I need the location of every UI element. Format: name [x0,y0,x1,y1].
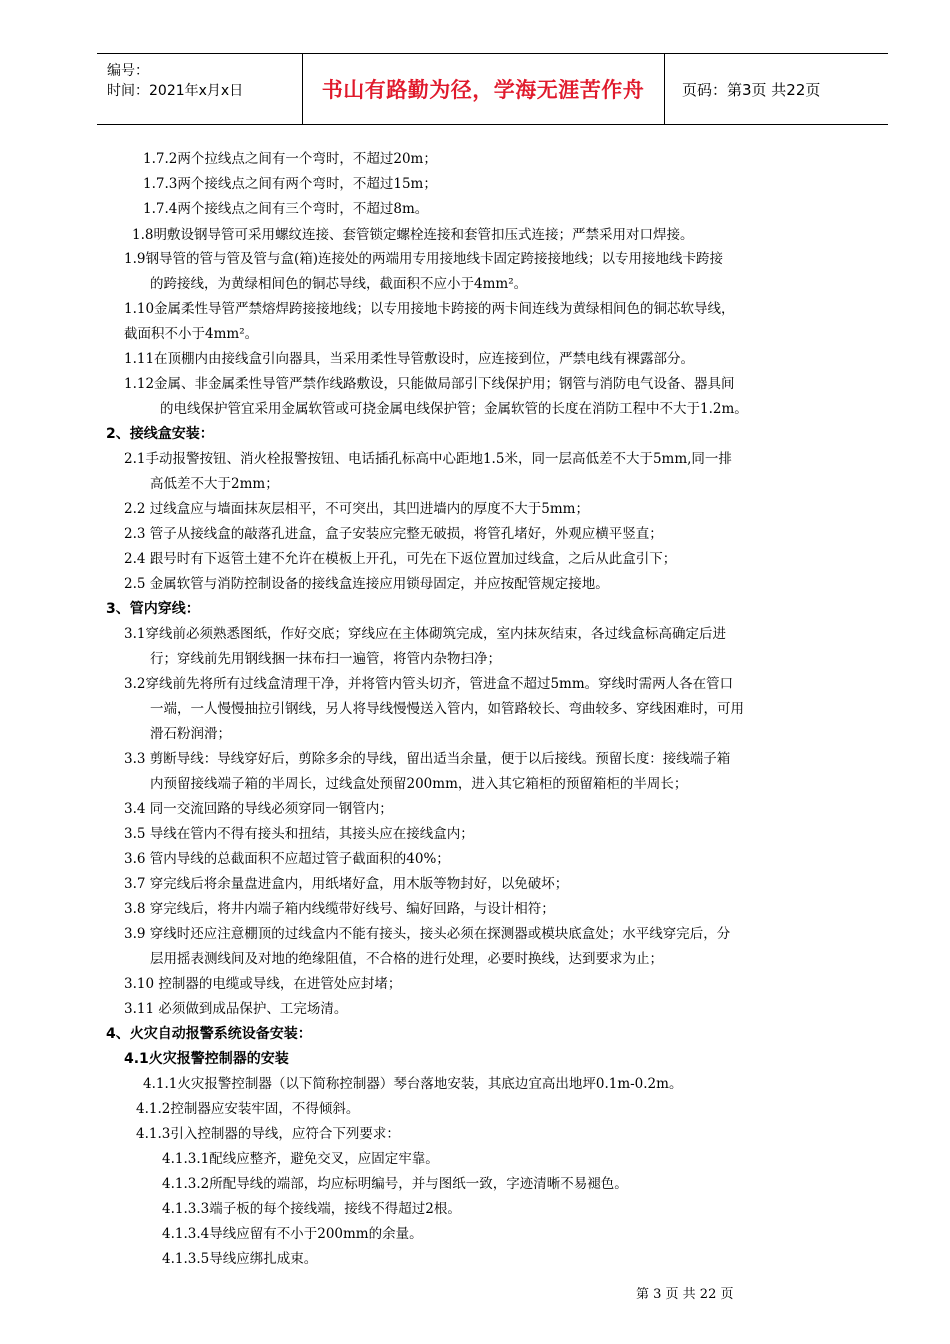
document-time-label: 时间：2021年x月x日 [107,83,244,99]
body-line: 2.3 管子从接线盒的敲落孔进盒，盒子安装应完整无破损，将管孔堵好，外观应横平竖直； [124,526,663,542]
body-line: 3.1穿线前必须熟悉图纸，作好交底；穿线应在主体砌筑完成，室内抹灰结束，各过线盒标高确定后进 [124,626,726,642]
header-divider [664,54,665,124]
body-line: 1.7.4两个接线点之间有三个弯时，不超过8m。 [143,201,429,217]
body-line: 4.1.3引入控制器的导线，应符合下列要求： [136,1126,400,1142]
body-line: 的电线保护管宜采用金属软管或可挠金属电线保护管；金属软管的长度在消防工程中不大于1.2m。 [160,401,748,417]
header-meta [107,61,243,101]
body-line: 3.2穿线前先将所有过线盒清理干净，并将管内管头切齐，管进盒不超过5mm。穿线时需两人各在管口 [124,676,734,692]
body-line: 滑石粉润滑； [150,726,231,742]
body-line: 2.4 跟号时有下返管土建不允许在模板上开孔，可先在下返位置加过线盒，之后从此盒引下； [124,551,677,567]
body-line: 3.3 剪断导线：导线穿好后，剪除多余的导线，留出适当余量，便于以后接线。预留长度：接线端子箱 [124,751,731,767]
body-line: 高低差不大于2mm； [150,476,279,492]
section-heading: 3、管内穿线： [106,601,200,617]
body-line: 4.1.3.5导线应绑扎成束。 [162,1251,318,1267]
body-line: 3.5 导线在管内不得有接头和扭结，其接头应在接线盒内； [124,826,474,842]
page-footer: 第 3 页 共 22 页 [636,1287,734,1302]
body-line: 4.1.2控制器应安装牢固，不得倾斜。 [136,1101,360,1117]
body-line: 4.1.3.3端子板的每个接线端，接线不得超过2根。 [162,1201,461,1217]
body-line: 的跨接线，为黄绿相间色的铜芯导线，截面积不应小于4mm²。 [150,276,528,292]
body-line: 3.8 穿完线后，将井内端子箱内线缆带好线号、编好回路，与设计相符； [124,901,555,917]
body-line: 2.5 金属软管与消防控制设备的接线盒连接应用锁母固定，并应按配管规定接地。 [124,576,609,592]
body-line: 1.9钢导管的管与管及管与盒(箱)连接处的两端用专用接地线卡固定跨接接地线；以专用接地线卡跨接 [124,251,724,267]
body-line: 3.7 穿完线后将余量盘进盒内，用纸堵好盒，用木版等物封好，以免破坏； [124,876,569,892]
body-line: 2.1手动报警按钮、消火栓报警按钮、电话插孔标高中心距地1.5米，同一层高低差不大于5mm,同一排 [124,451,732,467]
body-line: 一端，一人慢慢抽拉引钢线，另人将导线慢慢送入管内，如管路较长、弯曲较多、穿线困难时，可用 [150,701,744,717]
body-line: 2.2 过线盒应与墙面抹灰层相平，不可突出，其凹进墙内的厚度不大于5mm； [124,501,589,517]
body-line: 3.10 控制器的电缆或导线，在进管处应封堵； [124,976,402,992]
body-line: 1.7.2两个拉线点之间有一个弯时，不超过20m； [143,151,437,167]
body-line: 1.7.3两个接线点之间有两个弯时，不超过15m； [143,176,437,192]
subsection-heading: 4.1火灾报警控制器的安装 [124,1051,289,1067]
body-line: 4.1.3.1配线应整齐，避免交叉，应固定牢靠。 [162,1151,439,1167]
body-line: 3.4 同一交流回路的导线必须穿同一钢管内； [124,801,393,817]
body-line: 截面积不小于4mm²。 [124,326,259,342]
body-line: 4.1.3.2所配导线的端部，均应标明编号，并与图纸一致，字迹清晰不易褪色。 [162,1176,628,1192]
body-line: 4.1.1火灾报警控制器（以下简称控制器）琴台落地安装，其底边宜高出地坪0.1m-0.2m。 [143,1076,683,1092]
body-line: 1.12金属、非金属柔性导管严禁作线路敷设，只能做局部引下线保护用；钢管与消防电气设备、器具间 [124,376,735,392]
header-page-info: 页码：第3页 共22页 [682,81,821,99]
body-line: 内预留接线端子箱的半周长，过线盒处预留200mm，进入其它箱柜的预留箱柜的半周长； [150,776,688,792]
body-line: 3.11 必须做到成品保护、工完场清。 [124,1001,348,1017]
body-line: 1.11在顶棚内由接线盒引向器具，当采用柔性导管敷设时，应连接到位，严禁电线有裸露部分。 [124,351,695,367]
document-number-label: 编号： [107,63,149,79]
body-line: 4.1.3.4导线应留有不小于200mm的余量。 [162,1226,423,1242]
body-line: 1.10金属柔性导管严禁熔焊跨接接地线；以专用接地卡跨接的两卡间连线为黄绿相间色的铜芯软导线， [124,301,735,317]
body-line: 1.8明敷设钢导管可采用螺纹连接、套管锁定螺栓连接和套管扣压式连接；严禁采用对口焊接。 [132,227,694,243]
section-heading: 2、接线盒安装： [106,426,214,442]
header-motto: 书山有路勤为径，学海无涯苦作舟 [321,78,645,102]
section-heading: 4、火灾自动报警系统设备安装： [106,1026,312,1042]
page-header [97,53,888,125]
body-line: 层用摇表测线间及对地的绝缘阻值，不合格的进行处理，必要时换线，达到要求为止； [150,951,663,967]
body-line: 行；穿线前先用钢线捆一抹布扫一遍管，将管内杂物扫净； [150,651,501,667]
body-line: 3.6 管内导线的总截面积不应超过管子截面积的40%； [124,851,450,867]
body-line: 3.9 穿线时还应注意棚顶的过线盒内不能有接头，接头必须在探测器或模块底盒处；水平线穿完后，分 [124,926,731,942]
